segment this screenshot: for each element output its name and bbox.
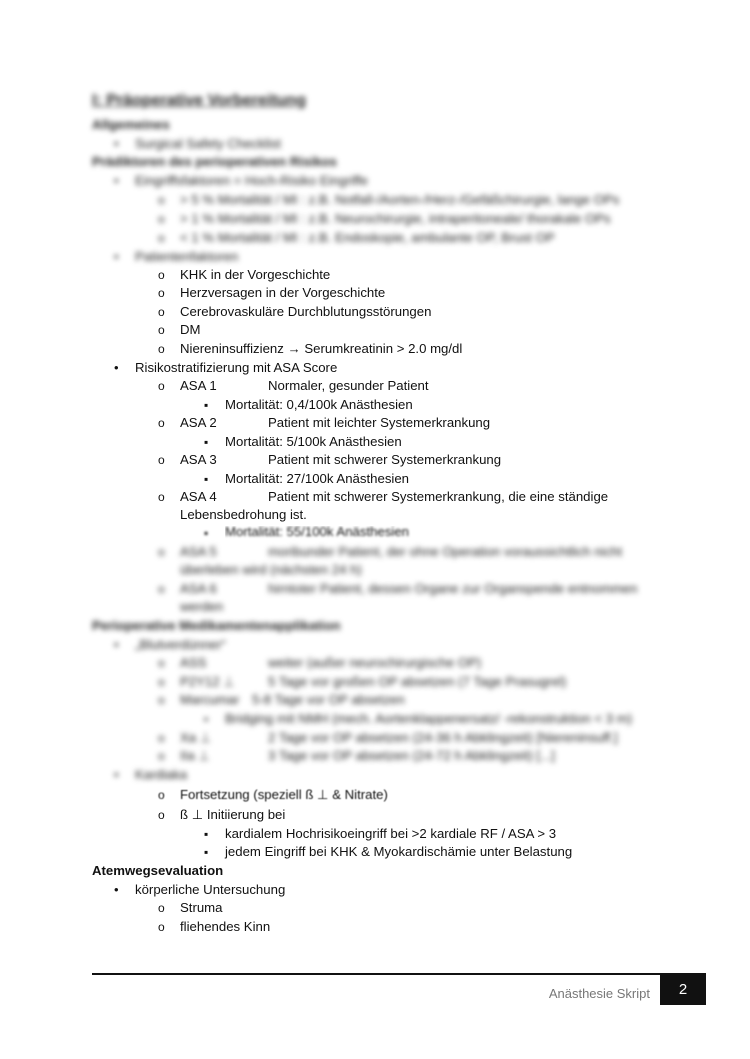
eingriff-item: < 1 % Mortalität / MI : z.B. Endoskopie, ambulante OP, Brust OP xyxy=(180,230,555,245)
bullet-circle xyxy=(158,266,165,284)
koerper-item: fliehendes Kinn xyxy=(180,919,271,934)
heading-allgemeines: Allgemeines xyxy=(92,117,170,132)
bullet-square xyxy=(204,710,208,728)
bullet-square xyxy=(204,433,208,451)
item-kardiaka: Kardiaka xyxy=(135,767,188,782)
asa-desc-cont: Lebensbedrohung ist. xyxy=(180,507,307,522)
page-number: 2 xyxy=(660,973,706,1005)
med-name: IIa ⊥ xyxy=(180,748,210,763)
bullet-circle xyxy=(158,899,165,917)
koerper-item: Struma xyxy=(180,900,223,915)
med-name: Xa ⊥ xyxy=(180,730,212,745)
item-surgical-safety: Surgical Safety Checklist xyxy=(135,136,281,151)
bullet-circle xyxy=(158,210,165,228)
item-eingriffsfaktoren: Eingriffsfaktoren = Hoch-Risiko Eingriffe xyxy=(135,173,368,188)
med-bridging: Bridging mit NMH (mech. Aortenklappenersatz/ -rekonstruktion < 3 m) xyxy=(225,711,633,726)
bullet-circle xyxy=(158,654,165,672)
footer-title: Anästhesie Skript xyxy=(548,986,650,1001)
page-title: I: Präoperative Vorbereitung xyxy=(92,92,306,109)
asa-code: ASA 2 xyxy=(180,415,217,430)
patient-item: Herzversagen in der Vorgeschichte xyxy=(180,285,386,300)
asa-desc: Patient mit leichter Systemerkrankung xyxy=(268,415,491,430)
med-name: ASS xyxy=(180,655,207,670)
bullet-square xyxy=(204,524,208,542)
bullet-circle xyxy=(158,786,165,804)
kardiaka-item: ß ⊥ Initiierung bei xyxy=(180,807,286,822)
bullet-circle xyxy=(158,284,165,302)
bullet-square xyxy=(204,470,208,488)
asa-mortality-clipped xyxy=(225,526,455,539)
bullet-circle xyxy=(158,918,165,936)
asa-desc: moribunder Patient, der ohne Operation voraussichtlich nicht xyxy=(268,544,623,559)
asa-mortality: Mortalität: 5/100k Anästhesien xyxy=(225,434,402,449)
med-desc: weiter (außer neurochirurgische OP) xyxy=(268,655,482,670)
heading-atemweg: Atemwegsevaluation xyxy=(92,863,224,878)
bullet-circle xyxy=(158,729,165,747)
bullet-dot xyxy=(114,636,119,654)
asa-code: ASA 3 xyxy=(180,452,217,467)
eingriff-item: > 5 % Mortalität / MI : z.B. Notfall-/Aorten-/Herz-/Gefäßchirurgie, lange OPs xyxy=(180,192,620,207)
bullet-circle xyxy=(158,451,165,469)
bullet-square xyxy=(204,396,208,414)
eingriff-item: > 1 % Mortalität / MI : z.B. Neurochirurgie, intraperitoneale/ thorakale OPs xyxy=(180,211,611,226)
med-name: Marcumar xyxy=(180,692,240,707)
item-patientenfaktoren: Patientenfaktoren xyxy=(135,249,239,264)
bullet-circle xyxy=(158,191,165,209)
bullet-circle xyxy=(158,806,165,824)
bullet-circle xyxy=(158,488,165,506)
asa-desc: Patient mit schwerer Systemerkrankung, die eine ständige xyxy=(268,489,609,504)
asa-desc: hirntoter Patient, dessen Organe zur Organspende entnommen xyxy=(268,581,638,596)
bullet-circle xyxy=(158,580,165,598)
asa-code: ASA 1 xyxy=(180,378,217,393)
asa-mortality: Mortalität: 55/100k Anästhesien xyxy=(225,526,410,539)
heading-praediktoren: Prädiktoren des perioperativen Risikos xyxy=(92,154,337,169)
footer-divider xyxy=(92,973,660,975)
bullet-dot xyxy=(114,881,119,899)
bullet-dot xyxy=(114,766,119,784)
item-koerperlich: körperliche Untersuchung xyxy=(135,882,286,897)
patient-item: Cerebrovaskuläre Durchblutungsstörungen xyxy=(180,304,432,319)
med-name: P2Y12 ⊥ xyxy=(180,674,235,689)
heading-medikation: Perioperative Medikamentenapplikation xyxy=(92,618,341,633)
med-desc: 5 Tage vor großen OP absetzen (7 Tage Prasugrel) xyxy=(268,674,567,689)
med-desc: 5-8 Tage vor OP absetzen xyxy=(252,692,405,707)
patient-item: DM xyxy=(180,322,201,337)
bullet-square xyxy=(204,825,208,843)
asa-code: ASA 6 xyxy=(180,581,217,596)
bullet-circle xyxy=(158,340,165,358)
bullet-circle xyxy=(158,229,165,247)
asa-mortality: Mortalität: 27/100k Anästhesien xyxy=(225,471,410,486)
bullet-circle xyxy=(158,691,165,709)
bullet-circle xyxy=(158,303,165,321)
bullet-square xyxy=(204,843,208,861)
med-desc: 2 Tage vor OP absetzen (24-36 h Abklingzeit) [Niereninsuff.] xyxy=(268,730,618,745)
asa-code: ASA 5 xyxy=(180,544,217,559)
bullet-circle xyxy=(158,414,165,432)
bullet-dot xyxy=(114,172,119,190)
asa-desc: Normaler, gesunder Patient xyxy=(268,378,429,393)
med-desc: 3 Tage vor OP absetzen (24-72 h Abklingzeit) [...] xyxy=(268,748,555,763)
kardiaka-item: Fortsetzung (speziell ß ⊥ & Nitrate) xyxy=(180,787,388,802)
bullet-circle xyxy=(158,543,165,561)
asa-mortality: Mortalität: 0,4/100k Anästhesien xyxy=(225,397,413,412)
item-risikostratifizierung: Risikostratifizierung mit ASA Score xyxy=(135,360,338,375)
beta-item: jedem Eingriff bei KHK & Myokardischämie unter Belastung xyxy=(225,844,573,859)
bullet-dot xyxy=(114,248,119,266)
patient-item: Niereninsuffizienz → Serumkreatinin > 2.0 mg/dl xyxy=(180,341,463,356)
bullet-circle xyxy=(158,747,165,765)
bullet-dot xyxy=(114,135,119,153)
bullet-circle xyxy=(158,673,165,691)
asa-desc-cont: überleben wird (nächsten 24 h) xyxy=(180,562,362,577)
patient-item: KHK in der Vorgeschichte xyxy=(180,267,331,282)
beta-item: kardialem Hochrisikoeingriff bei >2 kardiale RF / ASA > 3 xyxy=(225,826,557,841)
bullet-dot xyxy=(114,359,119,377)
bullet-circle xyxy=(158,321,165,339)
item-blutverduenner: „Blutverdünner“ xyxy=(135,637,226,652)
asa-code: ASA 4 xyxy=(180,489,217,504)
asa-desc: Patient mit schwerer Systemerkrankung xyxy=(268,452,502,467)
asa-desc-cont: werden xyxy=(180,599,224,614)
bullet-circle xyxy=(158,377,165,395)
